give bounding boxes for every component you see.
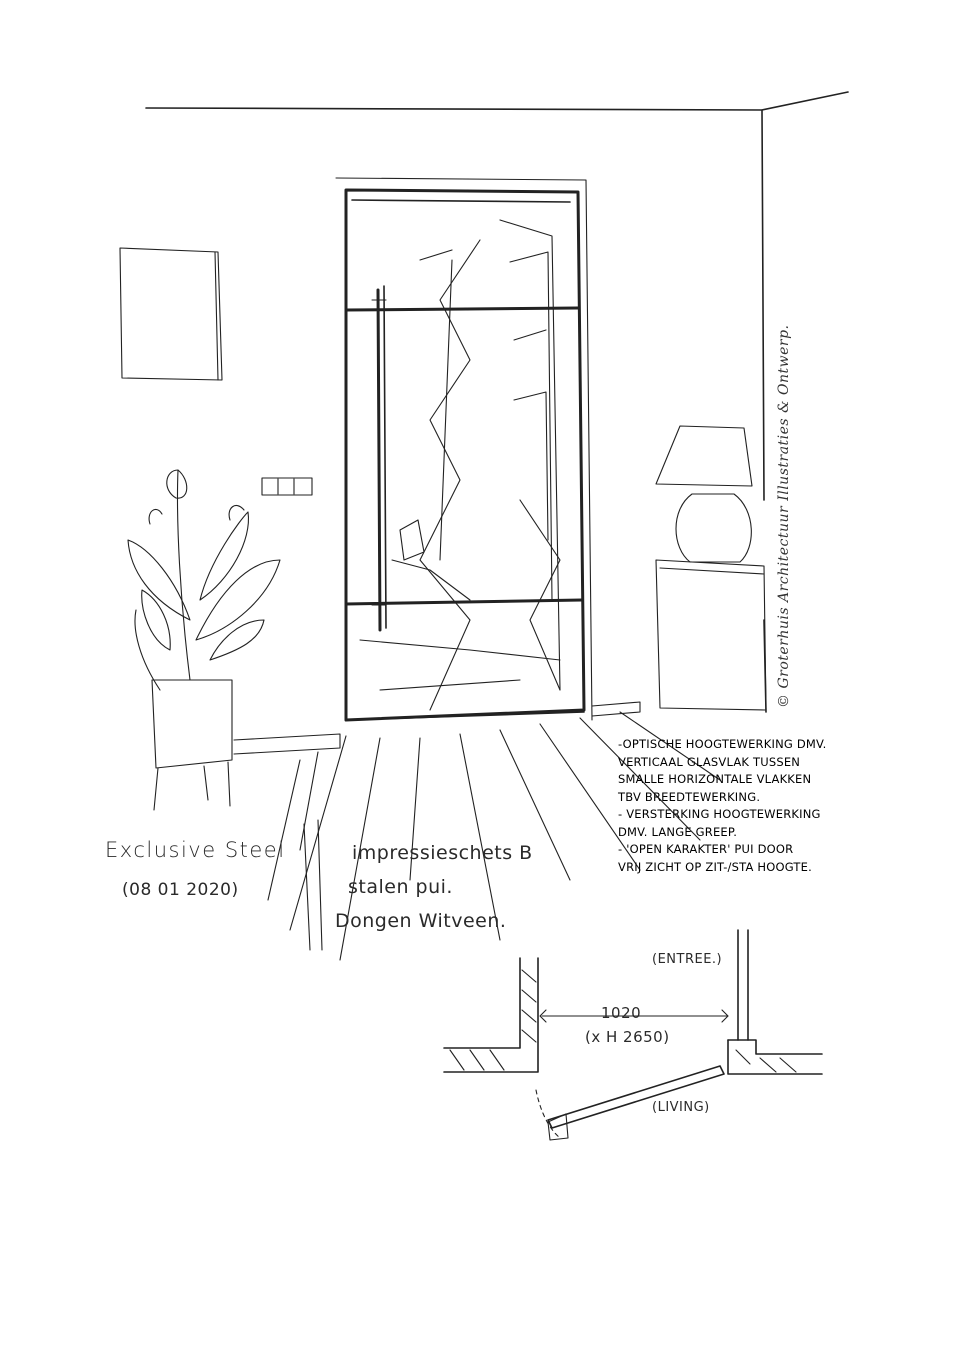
hallway-view [360, 220, 560, 710]
living-label: (LIVING) [652, 1100, 710, 1115]
title-line-3: Dongen Witveen. [335, 910, 507, 932]
room-outline [146, 92, 848, 712]
note-line-4: TBV BREEDTEWERKING. [618, 789, 761, 804]
title-line-1: impressieschets B [352, 842, 533, 864]
note-line-3: SMALLE HORIZONTALE VLAKKEN [618, 772, 812, 786]
note-line-6: DMV. LANGE GREEP. [618, 824, 738, 839]
table-lamp [656, 426, 766, 710]
width-dimension: 1020 [601, 1004, 642, 1022]
note-line-8: VRIJ ZICHT OP ZIT-/STA HOOGTE. [618, 859, 812, 874]
entree-label: (ENTREE.) [652, 952, 723, 967]
height-dimension: (x H 2650) [585, 1028, 670, 1046]
title-line-2: stalen pui. [348, 876, 453, 898]
artist-signature: © Groterhuis Architectuur Illustraties & Ontwerp. [776, 324, 792, 708]
steel-door [336, 178, 592, 720]
note-line-1: -OPTISCHE HOOGTEWERKING DMV. [618, 737, 827, 751]
brand-label: Exclusive Steel [105, 838, 286, 862]
light-switch [262, 478, 312, 495]
potted-plant [128, 470, 280, 810]
divider-strokes [304, 820, 322, 950]
design-notes [618, 736, 918, 876]
wall-picture [120, 248, 222, 380]
note-line-7: - 'OPEN KARAKTER' PUI DOOR [618, 842, 794, 856]
note-line-5: - VERSTERKING HOOGTEWERKING [618, 807, 821, 821]
date-label: (08 01 2020) [122, 880, 239, 900]
note-line-2: VERTICAAL GLASVLAK TUSSEN [618, 754, 801, 769]
